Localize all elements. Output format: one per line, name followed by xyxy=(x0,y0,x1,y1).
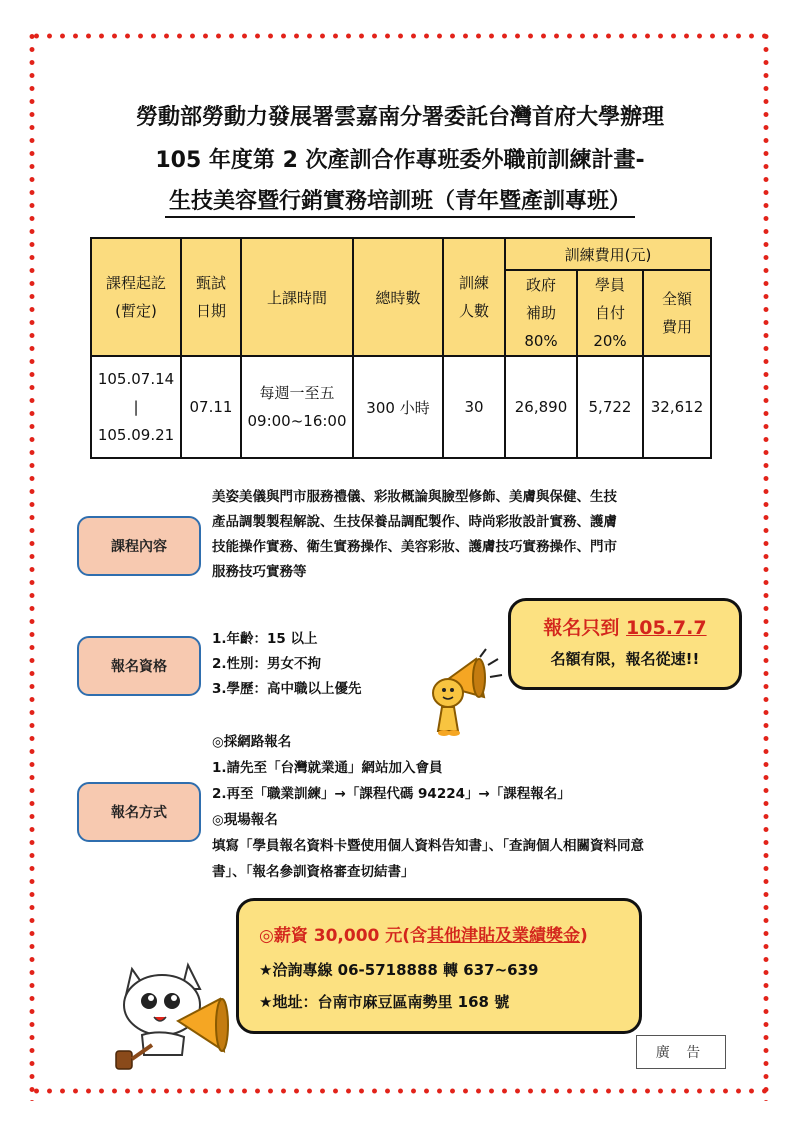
deadline-note: 名額有限，報名從速!! xyxy=(550,650,700,668)
cell-time: 每週一至五 09:00~16:00 xyxy=(241,356,353,458)
header-exam: 甄試 日期 xyxy=(181,238,241,356)
header-gov: 政府 補助 80% xyxy=(505,270,577,356)
header-student: 學員 自付 20% xyxy=(577,270,643,356)
course-name: 生技美容暨行銷實務培訓班（青年暨產訓專班） xyxy=(165,189,635,218)
border-bottom xyxy=(30,1087,770,1095)
cell-hours: 300 小時 xyxy=(353,356,443,458)
phone-line: ★洽詢專線 06-5718888 轉 637~639 xyxy=(259,961,539,979)
title-line-1: 勞動部勞動力發展署雲嘉南分署委託台灣首府大學辦理 xyxy=(135,105,664,130)
table-row xyxy=(91,356,711,458)
cell-gov: 26,890 xyxy=(505,356,577,458)
border-top xyxy=(30,32,770,40)
registration-method-text: ◎採網路報名 1.請先至「台灣就業通」網站加入會員 2.再至「職業訓練」→「課程代碼 94224」→「課程報名」 ◎現場報名 填寫「學員報名資料卡暨使用個人資料告知書」、「查詢個人相關資料同意 書」、「報名參訓資格審查切結書」 xyxy=(212,734,644,880)
cell-people: 30 xyxy=(443,356,505,458)
header-hours: 總時數 xyxy=(353,238,443,356)
cat-mascot-illustration xyxy=(112,955,234,1073)
label-course-content: 課程內容 xyxy=(77,516,201,576)
title-line-3 xyxy=(0,184,800,215)
title-line-2: 105 年度第 2 次產訓合作專班委外職前訓練計畫- xyxy=(155,148,645,173)
deadline-callout xyxy=(508,598,742,690)
label-qualification: 報名資格 xyxy=(77,636,201,696)
cell-start: 105.07.14 | 105.09.21 xyxy=(91,356,181,458)
advertisement-label: 廣 告 xyxy=(636,1035,726,1069)
header-time: 上課時間 xyxy=(241,238,353,356)
header-people: 訓練 人數 xyxy=(443,238,505,356)
header-start: 課程起訖 (暫定) xyxy=(91,238,181,356)
deadline-line: 報名只到 105.7.7 xyxy=(543,617,707,639)
header-fee-group: 訓練費用(元) xyxy=(505,238,711,270)
megaphone-mascot-illustration xyxy=(418,645,506,737)
course-content-text: 美姿美儀與門市服務禮儀、彩妝概論與臉型修飾、美膚與保健、生技 產品調製製程解說、生技保養品調配製作、時尚彩妝設計實務、護膚 技能操作實務、衛生實務操作、美容彩妝、護膚技巧實務操作、門市 服務技巧實務等 xyxy=(212,489,617,580)
address-line: ★地址：台南市麻豆區南勢里 168 號 xyxy=(259,993,510,1011)
cell-student: 5,722 xyxy=(577,356,643,458)
cell-total: 32,612 xyxy=(643,356,711,458)
info-callout xyxy=(236,898,642,1034)
course-table xyxy=(90,237,712,459)
header-total: 全額 費用 xyxy=(643,270,711,356)
salary-line: ◎薪資 30,000 元(含其他津貼及業績獎金) xyxy=(259,926,588,946)
label-registration-method: 報名方式 xyxy=(77,782,201,842)
cell-exam: 07.11 xyxy=(181,356,241,458)
qualification-text: 1.年齡：15 以上 2.性別：男女不拘 3.學歷：高中職以上優先 xyxy=(212,631,362,697)
